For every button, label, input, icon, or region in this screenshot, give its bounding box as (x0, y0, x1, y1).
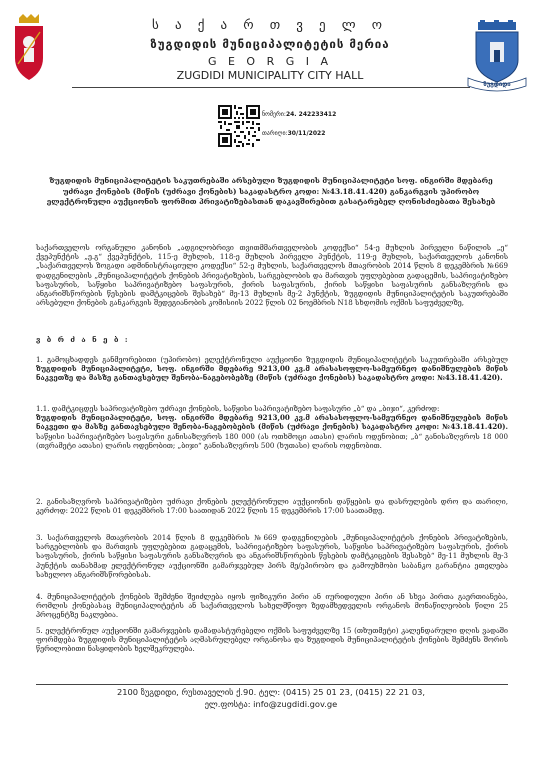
footer-address: 2100 ზუგდიდი, რუსთაველის ქ.90. ტელ: (0415) 25 01 23, (0415) 22 21 03, (116, 687, 426, 697)
header-country-ka: ს ა ქ ა რ თ ვ ე ლ ო (152, 18, 388, 33)
doc-number-value: 24. 242233412 (285, 111, 337, 118)
doc-date-label: თარიღი (262, 130, 286, 137)
header-country-en: G E O R G I A (207, 55, 333, 68)
footer-divider (36, 684, 508, 685)
clause-2: 2. განისაზღვროს საპრივატიზებო უძრავი ქონების ელექტრონული აუქციონის დაწყების და დასრულების დრო და თარიღი, კერძოდ: 2022 წლის 01 დეკემბრის 17:00 საათიდან 2022 წლის 15 დეკემბრის 17:00 საათამდე. (36, 497, 508, 516)
clause-1-1-lead: 1.1. დამტკიცდეს საპრივატიზებო უძრავი ქონების, საწყისი საპრივატიზებო საფასური „ბ“ და „ბიჯი“, კერძოდ: (36, 404, 440, 413)
zugdidi-emblem-icon (466, 20, 528, 92)
clause-4: 4. მუნიციპალიტეტის ქონების შემძენი შეიძლება იყოს ფიზიკური პირი ან იურიდიული პირი ან სხვა პირთა გაერთიანება, რომლის ქონებასაც მუნიციპალიტეტის ან საქართველოს სახელმწიფო ზედამხედველის ორგანოს მონაწილეობის წილი 25 პროცენტზე ნაკლებია. (36, 592, 508, 620)
clause-1-1 (36, 404, 508, 450)
document-title: ზუგდიდის მუნიციპალიტეტის საკუთრებაში არსებული ზუგდიდის მუნიციპალიტეტი სოფ. ინგირში მდებარე უძრავი ქონების (მიწის (უძრავი ქონების) საკადასტრო კოდი: №43.18.41.420) განკარგვის უპირობო ელექტრონული აუქციონის ფორმით პრივატიზებასთან დაკავშირებით გასატარებელ ღონისძიებათა შესახებ (46, 176, 496, 207)
doc-date-value: 30/11/2022 (287, 130, 326, 137)
doc-date: თარიღი:30/11/2022 (262, 130, 326, 137)
qr-code-icon (218, 105, 260, 147)
header-divider (72, 87, 470, 88)
clause-1-1-property: ზუგდიდის მუნიციპალიტეტი, სოფ. ინგირში მდებარე 9213,00 კვ.მ არასასოფლო-სამეურნეო დანიშნულების მიწის ნაკვეთი და მასზე განთავსებული შენობა-ნაგებობების (მიწის (უძრავი ქონების) საკადასტრო კოდი: №43.18.41.420). (36, 413, 508, 432)
clause-1-property: ზუგდიდის მუნიციპალიტეტი, სოფ. ინგირში მდებარე 9213,00 კვ.მ არასასოფლო-სამეურნეო დანიშნულების მიწის ნაკვეთზე და მასზე განთავსებულ შენობა-ნაგებობებზე (მიწის (უძრავი ქონების) საკადასტრო კოდი: №43.18.41.420). (36, 364, 508, 383)
decision-heading: ვ ბ რ ძ ა ნ ე ბ : (36, 335, 130, 344)
georgia-coat-of-arms-icon (10, 14, 48, 84)
emblem-banner-text: ზუგდიდი (483, 81, 511, 88)
doc-number: ნომერი:24. 242233412 (262, 111, 337, 118)
footer-email: ელ.ფოსტა: info@zugdidi.gov.ge (204, 699, 338, 709)
clause-5: 5. ელექტრონულ აუქციონში გამარჯვების დამადასტურებელი ოქმის საფუძველზე 15 (თხუთმეტი) კალენდარული დღის ვადაში ფორმდება ზუგდიდის მუნიციპალიტეტის აღმასრულებელ ორგანოსა და ზუგდიდის მუნიციპალიტეტის ქონების შემძენს შორის წერილობითი ნასყიდობის ხელშეკრულება. (36, 626, 508, 654)
preamble-paragraph: საქართველოს ორგანული კანონის „ადგილობრივი თვითმმართველობის კოდექსი“ 54-ე მუხლის პირველი ნაწილის „ე“ ქვეპუნქტის „ე.გ“ ქვეპუნქტის, 115-ე მუხლის, 118-ე მუხლის პირველი პუნქტის, 119-ე მუხლის, საქართველოს კანონის „საქართველოს ზოგადი ადმინისტრაციული კოდექსი“ 52-ე მუხლის, საქართველოს მთავრობის 2014 წლის 8 დეკემბრის №669 დადგენილების „მუნიციპალიტეტის ქონების პრივატიზების, სარგებლობის და მართვის უფლებებით გადაცემის, საპრივატიზებო საფასურის, საწყისი საპრივატიზებო საფასურის, ქირის საფასურის, ქირის საწყისი საფასურის განსაზღვრის და ანგარიშსწორების წესების დამტკიცების შესახებ“ მე-13 მუხლის მე-2 პუნქტის, ზუგდიდის მუნიციპალიტეტის საკუთრებაში არსებული ქონების განკარგვის შედეგიანობის კომისიის 2022 წლის 02 ნოემბრის N18 სხდომის ოქმის საფუძველზე, (36, 243, 508, 308)
header-cityhall-en: ZUGDIDI MUNICIPALITY CITY HALL (176, 69, 364, 82)
doc-number-label: ნომერი (262, 111, 284, 118)
header-cityhall-ka: ზუგდიდის მუნიციპალიტეტის მერია (150, 37, 390, 51)
clause-3: 3. საქართველოს მთავრობის 2014 წლის 8 დეკემბრის №669 დადგენილების „მუნიციპალიტეტის ქონების პრივატიზების, სარგებლობის და მართვის უფლებებით გადაცემის, საპრივატიზებო საფასურის, საწყისი საპრივატიზებო საფასურის, ქირის საფასურის, ქირის საწყისი საფასურის განსაზღვრის და ანგარიშსწორების წესების დამტკიცების შესახებ“ მე-11 მუხლის მე-3 პუნქტის თანახმად ელექტრონულ აუქციონში გამარჯვებულ პირს მე/ეპირობო და გამოუხმობი საბანკო გარანტია ეთელება სახელოო ანგარიშსწორებისას. (36, 533, 508, 579)
clause-1-lead: 1. გამოცხადდეს განმეორებითი (უპირობო) ელექტრონული აუქციონი ზუგდიდის მუნიციპალიტეტის საკუთრებაში არსებულ (36, 355, 508, 364)
clause-1 (36, 355, 508, 383)
clause-1-1-prices: საწყისი საპრივატიზებო საფასური განისაზღვროს 180 000 (ას ოთხმოცი ათასი) ლარის ოდენობით; „ბ“ განისაზღვროს 18 000 (თვრამეტი ათასი) ლარის ოდენობით; „ბიჯი“ განისაზღვროს 500 (ხუთასი) ლარის ოდენობით. (36, 431, 508, 450)
